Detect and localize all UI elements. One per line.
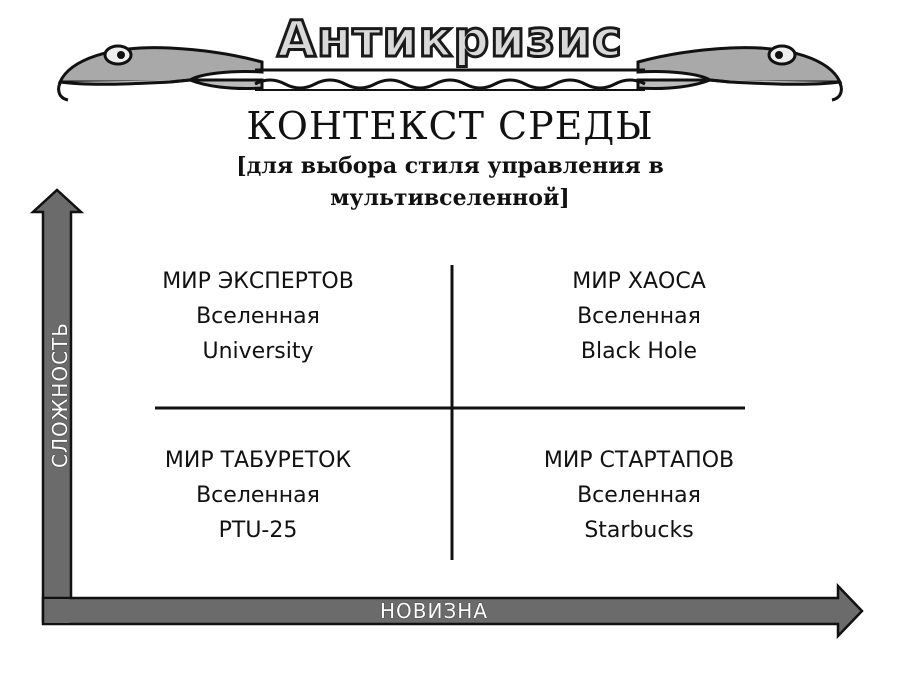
logo-title: Антикризис bbox=[277, 10, 623, 68]
quadrant-bottom-left bbox=[108, 443, 408, 548]
quadrant-heading: МИР ТАБУРЕТОК bbox=[164, 448, 352, 473]
quadrant-heading: МИР СТАРТАПОВ bbox=[543, 448, 735, 473]
quadrant-line2: Starbucks bbox=[584, 518, 694, 543]
left-crocodile-icon bbox=[59, 46, 262, 100]
quadrant-line2: University bbox=[202, 339, 314, 364]
quadrant-line2: PTU-25 bbox=[218, 518, 298, 543]
quadrant-line1: Вселенная bbox=[196, 483, 320, 508]
quadrant-top-right bbox=[489, 264, 789, 369]
quadrant-heading: МИР ХАОСА bbox=[572, 269, 706, 294]
right-crocodile-icon bbox=[638, 46, 841, 100]
quadrant-line1: Вселенная bbox=[577, 304, 701, 329]
quadrant-line1: Вселенная bbox=[577, 483, 701, 508]
quadrant-line1: Вселенная bbox=[196, 304, 320, 329]
wave-band bbox=[255, 70, 645, 90]
y-axis-label: СЛОЖНОСТЬ bbox=[48, 322, 72, 468]
quadrant-line2: Black Hole bbox=[580, 339, 698, 364]
page-title: КОНТЕКСТ СРЕДЫ bbox=[246, 104, 654, 148]
page-subtitle: [для выбора стиля управления в мультивселенной] bbox=[236, 153, 664, 211]
quadrant-top-left bbox=[108, 264, 408, 369]
x-axis-label: НОВИЗНА bbox=[380, 599, 489, 623]
quadrant-heading: МИР ЭКСПЕРТОВ bbox=[162, 269, 354, 294]
quadrant-bottom-right bbox=[489, 443, 789, 548]
